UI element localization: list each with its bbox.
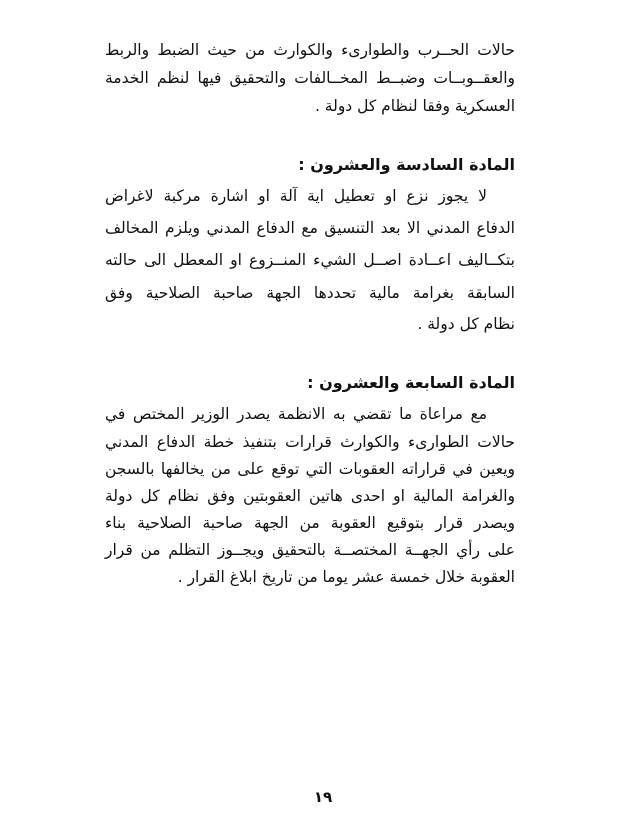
text-line: على رأي الجهــة المختصــة بالتحقيق ويجــوز التظلم من قرار — [105, 541, 515, 559]
text-line: والغرامة المالية او احدى هاتين العقوبتين وفق نظام كل دولة — [105, 487, 515, 505]
text-line: حالات الحــرب والطوارىء والكوارث من حيث الضبط والربط — [105, 41, 515, 59]
text-line: نظام كل دولة . — [417, 315, 515, 333]
text-line: بتكــاليف اعــادة اصــل الشيء المنــزوع او المعطل الى حالته — [105, 251, 515, 269]
text-line: حالات الطوارىء والكوارث قرارات بتنفيذ خطة الدفاع المدني — [105, 433, 515, 451]
article-heading: المادة السادسة والعشرون : — [298, 155, 515, 174]
text-line: لا يجوز نزع او تعطيل اية آلة او اشارة مركبة لاغراض — [105, 187, 487, 205]
text-line: ويعين في قراراته العقوبات التي توقع على من يخالفها بالسجن — [105, 460, 515, 478]
text-line: مع مراعاة ما تقضي به الانظمة يصدر الوزير المختص في — [105, 405, 487, 423]
text-line: والعقــوبــات وضبــط المخــالفات والتحقيق فيها لنظم الخدمة — [105, 69, 515, 87]
article-heading: المادة السابعة والعشرون : — [307, 373, 515, 392]
text-line: العسكرية وفقا لنظام كل دولة . — [314, 97, 515, 115]
text-line: السابقة بغرامة مالية تحددها الجهة صاحبة الصلاحية وفق — [105, 284, 515, 302]
text-line: الدفاع المدني الا بعد التنسيق مع الدفاع المدني ويلزم المخالف — [105, 219, 515, 237]
page-number: ١٩ — [313, 788, 333, 806]
text-line: ويصدر قرار بتوقيع العقوبة من الجهة صاحبة الصلاحية بناء — [105, 514, 515, 532]
text-line: العقوبة خلال خمسة عشر يوما من تاريخ ابلاغ القرار . — [177, 568, 515, 586]
